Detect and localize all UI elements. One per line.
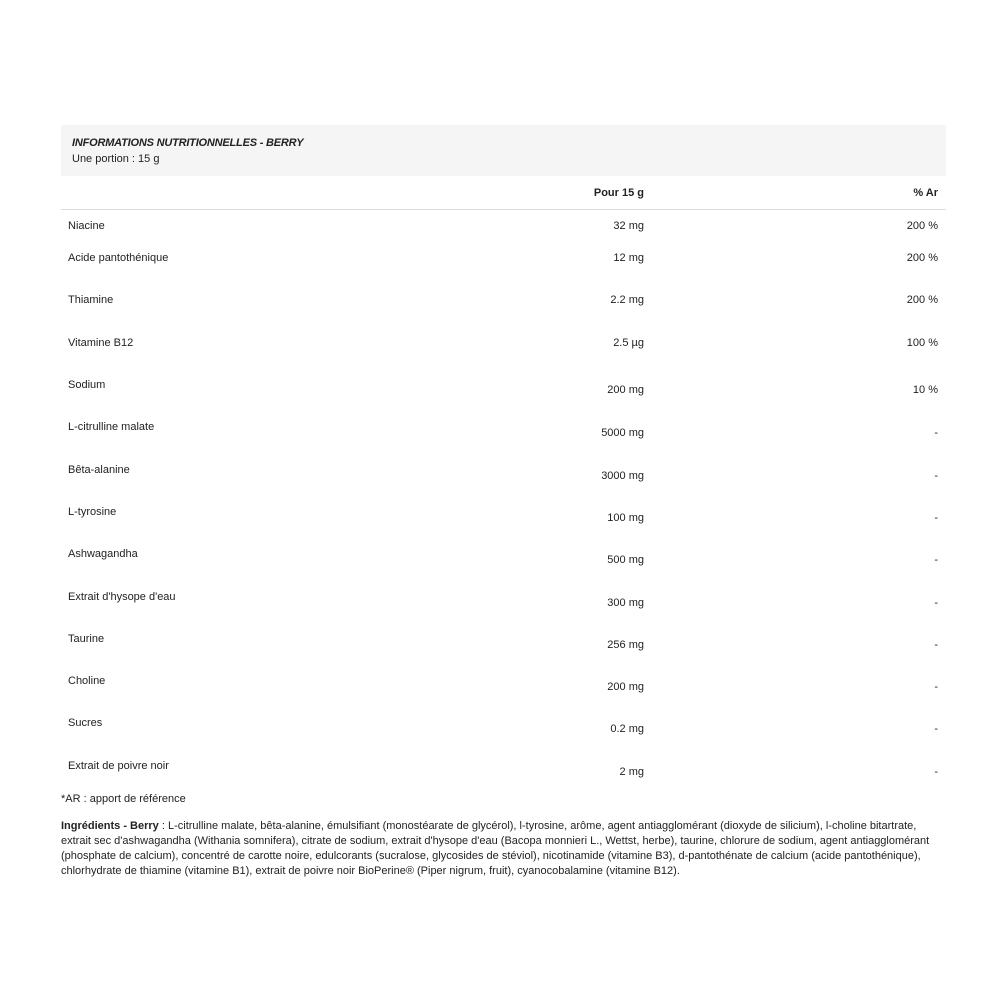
nutrient-name: Thiamine: [68, 294, 114, 306]
nutrient-name: Extrait de poivre noir: [68, 760, 169, 772]
table-row: [61, 665, 946, 707]
table-header: [61, 176, 946, 210]
nutrient-ar: -: [934, 766, 938, 778]
nutrient-name: Taurine: [68, 633, 105, 645]
nutrient-name: Acide pantothénique: [68, 252, 169, 264]
nutrient-name: Sodium: [68, 379, 106, 391]
nutrition-table-body: [61, 210, 946, 784]
ingredients-text: [61, 819, 941, 879]
nutrient-ar: 100 %: [906, 337, 938, 349]
nutrient-name: L-citrulline malate: [68, 421, 155, 433]
table-row: [61, 454, 946, 496]
table-row: [61, 496, 946, 538]
table-row: [61, 538, 946, 581]
nutrient-amount: 2 mg: [619, 766, 644, 778]
nutrient-amount: 2.2 mg: [610, 294, 644, 306]
nutrient-amount: 200 mg: [607, 681, 644, 693]
nutrient-name: Bêta-alanine: [68, 464, 130, 476]
nutrient-name: L-tyrosine: [68, 506, 117, 518]
table-row: [61, 327, 946, 369]
nutrient-amount: 5000 mg: [601, 427, 644, 439]
nutrient-name: Niacine: [68, 220, 105, 232]
nutrient-ar: -: [934, 470, 938, 482]
column-header-amount: Pour 15 g: [593, 187, 644, 199]
ingredients-label: Ingrédients - Berry: [61, 820, 159, 832]
nutrient-ar: 200 %: [906, 220, 938, 232]
nutrition-header: [61, 125, 946, 176]
table-row: [61, 750, 946, 784]
nutrient-ar: 10 %: [912, 384, 938, 396]
nutrient-ar: -: [934, 554, 938, 566]
nutrient-ar: 200 %: [906, 252, 938, 264]
nutrient-amount: 3000 mg: [601, 470, 644, 482]
nutrient-ar: 200 %: [906, 294, 938, 306]
nutrient-name: Vitamine B12: [68, 337, 134, 349]
nutrient-name: Choline: [68, 675, 106, 687]
table-row: [61, 369, 946, 411]
column-header-ar: % Ar: [913, 187, 938, 199]
nutrient-amount: 500 mg: [607, 554, 644, 566]
nutrition-panel: [61, 125, 946, 784]
nutrient-name: Extrait d'hysope d'eau: [68, 591, 176, 603]
nutrient-ar: -: [934, 681, 938, 693]
table-row: [61, 581, 946, 623]
ingredients-list: : L-citrulline malate, bêta-alanine, émulsifiant (monostéarate de glycérol), l-tyrosine, arôme, agent antiagglomérant (dioxyde de silicium), l-choline bitartrate, extrait sec d'ashwagandha (Withania somnifera), citrate de sodium, extrait d'hysope d'eau (Bacopa monnieri L., Wettst, herbe), taurine, chlorure de sodium, agent antiagglomérant (phosphate de calcium), concentré de carotte noire, edulcorants (sucralose, glycosides de stéviol), nicotinamide (vitamine B3), d-pantothénate de calcium (acide pantothénique), chlorhydrate de thiamine (vitamine B1), extrait de poivre noir BioPerine® (Piper nigrum, fruit), cyanocobalamine (vitamine B12).: [61, 820, 930, 877]
nutrient-amount: 32 mg: [613, 220, 644, 232]
nutrient-name: Sucres: [68, 717, 103, 729]
table-row: [61, 411, 946, 454]
nutrient-amount: 0.2 mg: [610, 723, 644, 735]
nutrient-amount: 12 mg: [613, 252, 644, 264]
nutrient-ar: -: [934, 427, 938, 439]
table-row: [61, 623, 946, 665]
nutrient-ar: -: [934, 723, 938, 735]
table-row: [61, 284, 946, 327]
footnote: *AR : apport de référence: [61, 793, 186, 805]
portion-size: Une portion : 15 g: [72, 153, 160, 165]
nutrient-amount: 200 mg: [607, 384, 644, 396]
table-row: [61, 707, 946, 750]
nutrient-name: Ashwagandha: [68, 548, 138, 560]
nutrient-ar: -: [934, 597, 938, 609]
nutrient-amount: 256 mg: [607, 639, 644, 651]
nutrient-amount: 300 mg: [607, 597, 644, 609]
nutrient-ar: -: [934, 512, 938, 524]
table-row: [61, 210, 946, 242]
nutrient-amount: 100 mg: [607, 512, 644, 524]
nutrition-title: INFORMATIONS NUTRITIONNELLES - BERRY: [72, 137, 304, 149]
table-row: [61, 242, 946, 284]
nutrient-ar: -: [934, 639, 938, 651]
nutrient-amount: 2.5 µg: [613, 337, 644, 349]
